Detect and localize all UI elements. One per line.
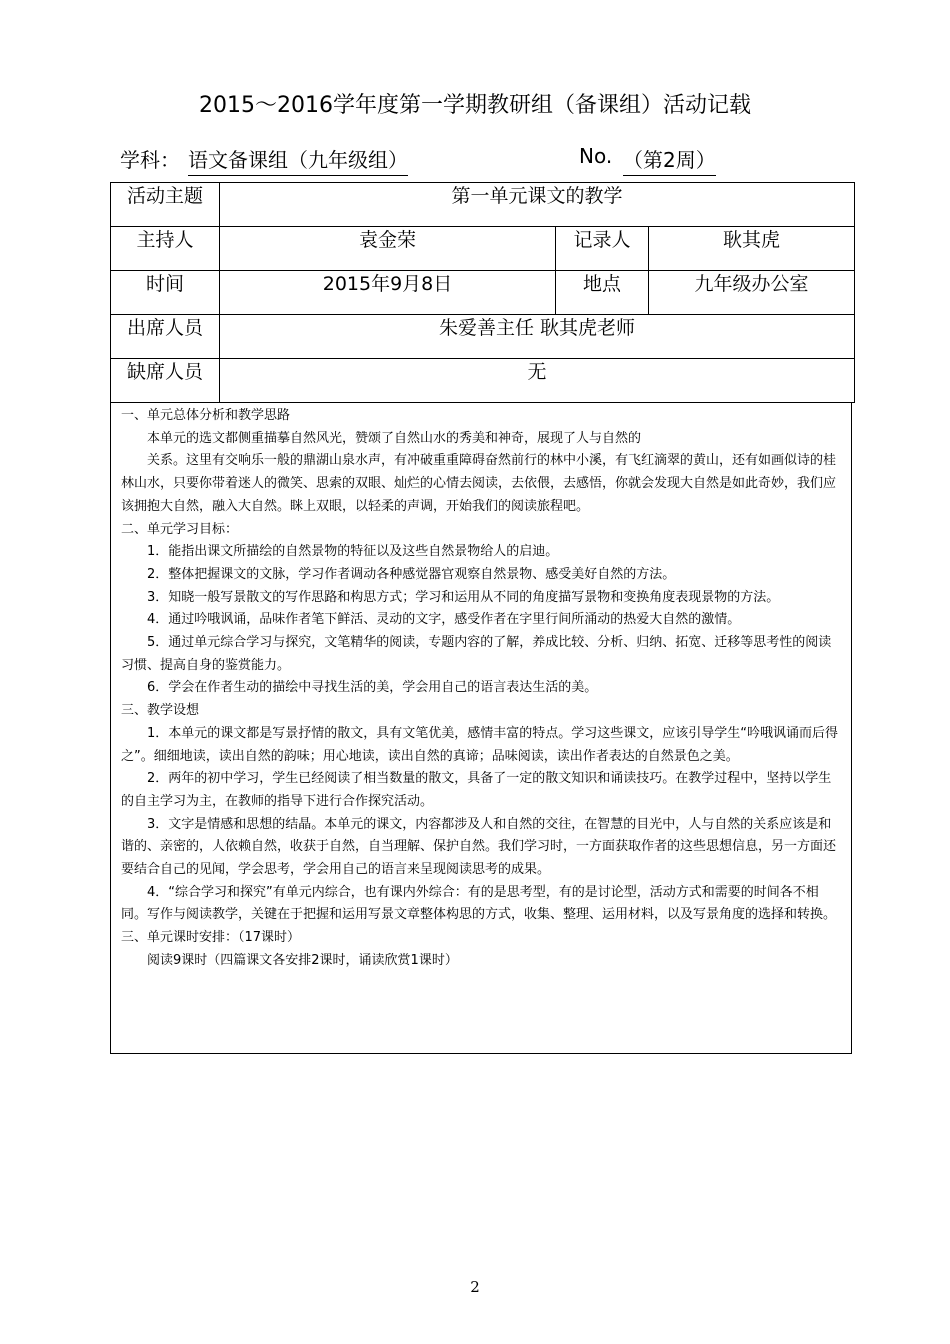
paragraph: 阅读9课时（四篇课文各安排2课时，诵读欣赏1课时） xyxy=(147,952,458,968)
recorder-label: 记录人 xyxy=(556,227,649,271)
paragraph: 关系。这里有交响乐一般的鼎湖山泉水声，有冲破重重障碍奋然前行的林中小溪，有飞红滴翠的黄山，还有如画似诗的桂林山水，只要你带着迷人的微笑、思索的双眼、灿烂的心情去阅读，去依偎，去感悟，你就会发现大自然是如此奇妙，我们应该拥抱大自然，融入大自然。眯上双眼，以轻柔的声调，开始我们的阅读旅程吧。 xyxy=(121,453,837,514)
paragraph: 本单元的选文都侧重描摹自然风光，赞颂了自然山水的秀美和神奇，展现了人与自然的 xyxy=(147,430,642,446)
absent-value: 无 xyxy=(220,359,855,403)
goal-item: 2．整体把握课文的文脉，学习作者调动各种感觉器官观察自然景物、感受美好自然的方法。 xyxy=(147,566,676,582)
section-heading: 一、单元总体分析和教学思路 xyxy=(121,408,291,423)
goal-item: 4．通过吟哦讽诵，品味作者笔下鲜活、灵动的文字，感受作者在字里行间所涌动的热爱大自然的激情。 xyxy=(147,612,741,628)
plan-item: 2．两年的初中学习，学生已经阅读了相当数量的散文，具备了一定的散文知识和诵读技巧。在教学过程中，坚持以学生的自主学习为主，在教师的指导下进行合作探究活动。 xyxy=(121,771,832,809)
recorder-value: 耿其虎 xyxy=(649,227,855,271)
plan-item: 1．本单元的课文都是写景抒情的散文，具有文笔优美，感情丰富的特点。学习这些课文，应该引导学生“吟哦讽诵而后得之”。细细地读，读出自然的韵味；用心地读，读出自然的真谛；品味阅读，读出作者表达的自然景色之美。 xyxy=(121,725,839,764)
place-label: 地点 xyxy=(556,271,649,315)
goal-item: 6．学会在作者生动的描绘中寻找生活的美，学会用自己的语言表达生活的美。 xyxy=(147,680,598,696)
present-value: 朱爱善主任 耿其虎老师 xyxy=(220,315,855,359)
goal-item: 3．知晓一般写景散文的写作思路和构思方式；学习和运用从不同的角度描写景物和变换角度表现景物的方法。 xyxy=(147,589,780,605)
absent-label: 缺席人员 xyxy=(111,359,220,403)
activity-info-table xyxy=(110,182,855,403)
time-row xyxy=(111,271,855,315)
subject-line xyxy=(120,144,850,174)
plan-item: 3．文字是情感和思想的结晶。本单元的课文，内容都涉及人和自然的交往，在智慧的目光中，人与自然的关系应该是和谐的、亲密的，人依赖自然，收获于自然，自当理解、保护自然。我们学习时，一方面获取作者的这些思想信息，另一方面还要结合自己的见闻，学会思考，学会用自己的语言来呈现阅读思考的成果。 xyxy=(121,816,837,878)
page-number: 2 xyxy=(470,1278,480,1296)
host-value: 袁金荣 xyxy=(220,227,556,271)
host-label: 主持人 xyxy=(111,227,220,271)
goal-item: 5．通过单元综合学习与探究，文笔精华的阅读，专题内容的了解，养成比较、分析、归纳、拓宽、迁移等思考性的阅读习惯、提高自身的鉴赏能力。 xyxy=(121,635,832,673)
goal-item: 1．能指出课文所描绘的自然景物的特征以及这些自然景物给人的启迪。 xyxy=(147,544,559,560)
topic-label: 活动主题 xyxy=(111,183,220,227)
week-number-label: No. xyxy=(579,144,613,168)
subject-label: 学科： xyxy=(120,148,180,172)
present-row xyxy=(111,315,855,359)
absent-row xyxy=(111,359,855,403)
topic-row xyxy=(111,183,855,227)
time-label: 时间 xyxy=(111,271,220,315)
subject-value: 语文备课组（九年级组） xyxy=(188,144,408,176)
section-heading: 三、教学设想 xyxy=(121,703,200,719)
host-row xyxy=(111,227,855,271)
activity-content xyxy=(110,402,852,1054)
section-heading: 三、单元课时安排：（17课时） xyxy=(121,930,301,946)
topic-value: 第一单元课文的教学 xyxy=(220,183,855,227)
place-value: 九年级办公室 xyxy=(649,271,855,315)
document-title: 2015～2016学年度第一学期教研组（备课组）活动记载 xyxy=(199,93,751,118)
section-heading: 二、单元学习目标： xyxy=(121,521,239,537)
plan-item: 4．“综合学习和探究”有单元内综合，也有课内外综合：有的是思考型，有的是讨论型，活动方式和需要的时间各不相同。写作与阅读教学，关键在于把握和运用写景文章整体构思的方式，收集、整理、运用材料，以及写景角度的选择和转换。 xyxy=(121,884,837,923)
present-label: 出席人员 xyxy=(111,315,220,359)
week-number-value: （第2周） xyxy=(623,144,716,176)
time-value: 2015年9月8日 xyxy=(220,271,556,315)
